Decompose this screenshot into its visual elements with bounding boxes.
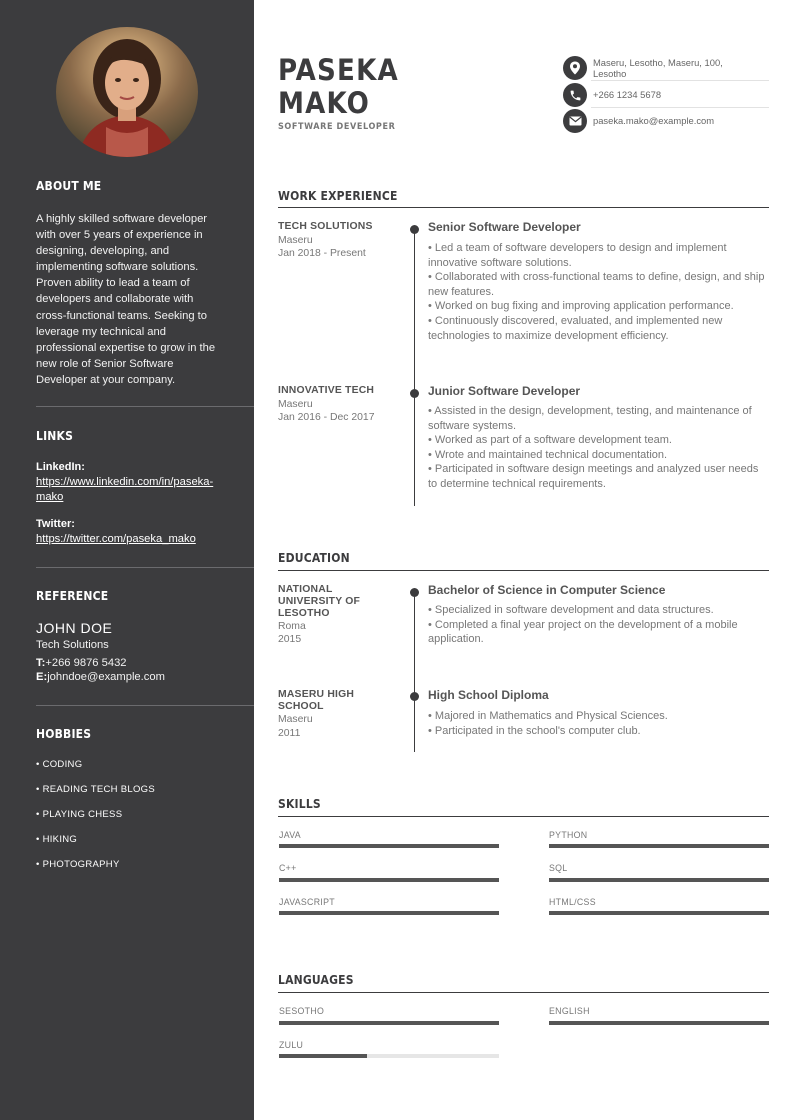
education-title: Bachelor of Science in Computer Science — [428, 583, 666, 597]
reference-email-value: johndoe@example.com — [47, 671, 165, 683]
timeline-dot — [410, 692, 419, 701]
education-org: NATIONAL UNIVERSITY OF LESOTHO — [278, 584, 361, 619]
timeline-dot — [410, 389, 419, 398]
timeline-dot — [410, 588, 419, 597]
experience-bullets — [428, 404, 770, 492]
education-dates: 2015 — [278, 634, 302, 645]
education-bullets — [428, 603, 770, 647]
twitter-link[interactable]: https://twitter.com/paseka_mako — [36, 533, 196, 545]
contact-divider — [591, 80, 769, 81]
bullet-item: • Participated in software design meetings and analyzed user needs to determine technical requirements. — [428, 463, 759, 490]
language-name: ZULU — [279, 1040, 304, 1050]
reference-heading: REFERENCE — [36, 589, 109, 603]
reference-phone-value: +266 9876 5432 — [45, 657, 127, 669]
hobby-label: READING TECH BLOGS — [42, 784, 155, 795]
reference-phone — [36, 657, 127, 669]
language-bar — [279, 1054, 499, 1058]
education-heading: EDUCATION — [278, 551, 350, 565]
experience-location: Maseru — [278, 399, 313, 410]
experience-heading: WORK EXPERIENCE — [278, 189, 398, 203]
education-location: Maseru — [278, 714, 313, 725]
bullet-item: • Assisted in the design, development, testing, and maintenance of software systems. — [428, 405, 752, 432]
education-location: Roma — [278, 621, 306, 632]
skills-heading: SKILLS — [278, 797, 321, 811]
skill-name: HTML/CSS — [549, 897, 596, 907]
experience-location: Maseru — [278, 235, 313, 246]
bullet-item: • Worked as part of a software development team. — [428, 434, 672, 447]
skill-bar — [279, 911, 499, 915]
hobby-label: PHOTOGRAPHY — [42, 859, 120, 870]
experience-org: INNOVATIVE TECH — [278, 385, 375, 396]
hobby-item: • PHOTOGRAPHY — [36, 859, 120, 870]
skill-bar — [279, 878, 499, 882]
experience-dates: Jan 2016 - Dec 2017 — [278, 412, 375, 423]
profile-photo-illustration — [56, 27, 198, 157]
bullet-item: • Completed a final year project on the development of a mobile application. — [428, 618, 738, 646]
bullet-item: • Wrote and maintained technical documentation. — [428, 448, 668, 461]
experience-dates: Jan 2018 - Present — [278, 248, 366, 259]
bullet-item: • Majored in Mathematics and Physical Sciences. — [428, 710, 668, 722]
reference-phone-label: T: — [36, 657, 46, 669]
skill-bar-fill — [549, 911, 769, 915]
skill-name: JAVA — [279, 830, 301, 840]
education-org: MASERU HIGH SCHOOL — [278, 689, 355, 712]
about-heading: ABOUT ME — [36, 179, 102, 193]
bullet-item: • Specialized in software development and data structures. — [428, 604, 714, 616]
section-rule — [278, 207, 769, 208]
skill-bar-fill — [279, 844, 499, 848]
about-text: A highly skilled software developer with over 5 years of experience in designing, developing, and implementing software solutions. Proven ability to lead a team of developers and collaborate with cross-functional teams. Seeking to leverage my technical and professional expertise to grow in the new role of Senior Software Developer at your company. — [36, 213, 216, 386]
language-bar — [279, 1021, 499, 1025]
hobby-label: HIKING — [42, 834, 78, 845]
skill-bar-fill — [549, 844, 769, 848]
linkedin-label: LinkedIn: — [36, 461, 85, 473]
skill-bar — [549, 911, 769, 915]
phone-icon — [563, 83, 587, 107]
language-name: ENGLISH — [549, 1006, 590, 1016]
linkedin-link[interactable]: https://www.linkedin.com/in/paseka-mako — [36, 476, 214, 503]
skill-bar — [279, 844, 499, 848]
section-rule — [278, 570, 769, 571]
section-rule — [278, 992, 769, 993]
sidebar-divider — [36, 567, 254, 568]
experience-timeline — [414, 229, 415, 506]
skill-name: JAVASCRIPT — [279, 897, 335, 907]
hobby-label: PLAYING CHESS — [42, 809, 123, 820]
email-icon — [563, 109, 587, 133]
education-bullets — [428, 709, 770, 738]
bullet-item: • Continuously discovered, evaluated, and implemented new technologies to maximize development efficiency. — [428, 314, 723, 342]
candidate-last-name: MAKO — [278, 86, 371, 120]
hobby-item: • HIKING — [36, 834, 78, 845]
contact-address — [563, 56, 769, 80]
candidate-name — [278, 54, 418, 120]
language-name: SESOTHO — [279, 1006, 325, 1016]
languages-heading: LANGUAGES — [278, 973, 354, 987]
reference-email — [36, 671, 165, 683]
reference-company: Tech Solutions — [36, 639, 109, 651]
timeline-dot — [410, 225, 419, 234]
reference-name: JOHN DOE — [36, 620, 113, 636]
location-pin-icon — [563, 56, 587, 80]
bullet-item: • Participated in the school's computer club. — [428, 724, 641, 737]
contact-email — [563, 109, 769, 133]
language-bar-fill — [279, 1021, 499, 1025]
contact-email-text: paseka.mako@example.com — [593, 115, 715, 126]
hobby-item: • CODING — [36, 759, 83, 770]
reference-email-label: E: — [36, 671, 48, 683]
contact-phone-text: +266 1234 5678 — [593, 89, 662, 100]
skill-bar-fill — [279, 911, 499, 915]
hobby-item: • READING TECH BLOGS — [36, 784, 155, 795]
hobbies-heading: HOBBIES — [36, 727, 92, 741]
twitter-label: Twitter: — [36, 518, 75, 530]
links-heading: LINKS — [36, 429, 74, 443]
hobby-label: CODING — [42, 759, 83, 770]
candidate-first-name: PASEKA — [278, 53, 399, 87]
section-rule — [278, 816, 769, 817]
sidebar — [0, 0, 254, 1120]
skill-bar — [549, 844, 769, 848]
skill-name: SQL — [549, 863, 568, 873]
contact-phone — [563, 83, 769, 107]
language-bar-fill — [279, 1054, 367, 1058]
experience-bullets — [428, 241, 770, 343]
hobby-item: • PLAYING CHESS — [36, 809, 123, 820]
experience-title: Junior Software Developer — [428, 384, 581, 398]
sidebar-divider — [36, 705, 254, 706]
profile-photo — [56, 27, 198, 157]
skill-bar-fill — [549, 878, 769, 882]
sidebar-divider — [36, 406, 254, 407]
candidate-role: SOFTWARE DEVELOPER — [278, 122, 396, 132]
experience-title: Senior Software Developer — [428, 220, 581, 234]
experience-org: TECH SOLUTIONS — [278, 221, 373, 232]
skill-name: C++ — [279, 863, 297, 873]
language-bar-fill — [549, 1021, 769, 1025]
bullet-item: • Led a team of software developers to design and implement innovative software solutions. — [428, 242, 727, 269]
education-title: High School Diploma — [428, 688, 549, 702]
education-timeline — [414, 592, 415, 752]
skill-bar — [549, 878, 769, 882]
skill-bar-fill — [279, 878, 499, 882]
skill-name: PYTHON — [549, 830, 588, 840]
contact-divider — [591, 107, 769, 108]
bullet-item: • Collaborated with cross-functional teams to define, design, and ship new features. — [428, 271, 765, 298]
education-dates: 2011 — [278, 728, 301, 739]
bullet-item: • Worked on bug fixing and improving application performance. — [428, 300, 734, 313]
language-bar — [549, 1021, 769, 1025]
contact-address-text: Maseru, Lesotho, Maseru, 100, Lesotho — [593, 57, 723, 79]
